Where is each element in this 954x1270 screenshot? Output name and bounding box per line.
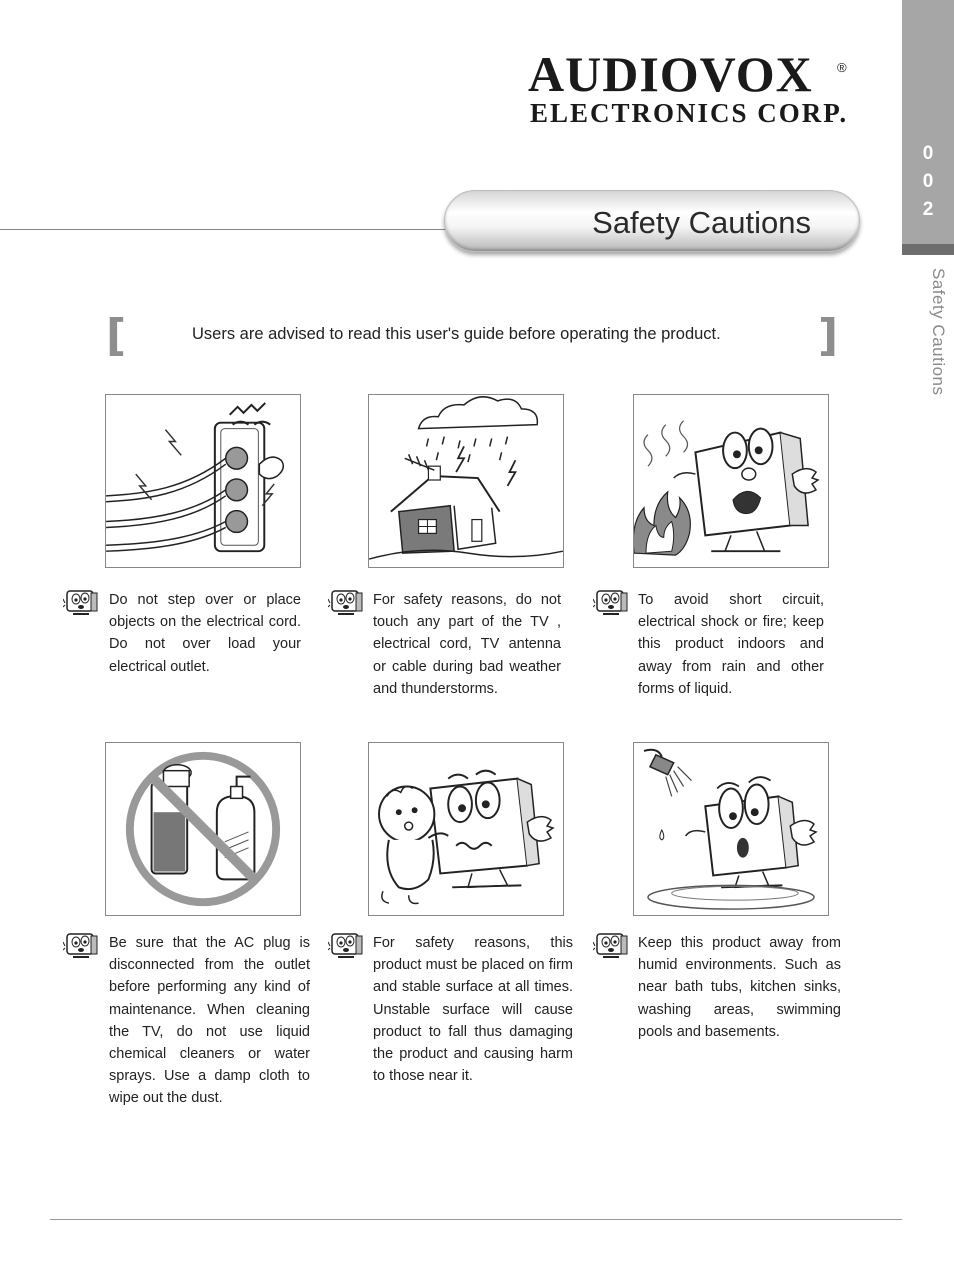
audiovox-logo — [528, 46, 858, 128]
caution-face-icon — [328, 585, 364, 619]
caution-face-icon — [63, 928, 99, 962]
caution-text: For safety reasons, this product must be placed on firm and stable surface at all times. Unstable surface will cause product to fall thus damaging the product and causing harm to those near it. — [373, 935, 573, 1085]
caution-face-icon — [328, 928, 364, 962]
unstable-tv-baby-illustration — [368, 742, 564, 916]
caution-text: To avoid short circuit, electrical shock or fire; keep this product indoors and away from rain and other forms of liquid. — [638, 592, 824, 697]
tv-fire-illustration — [633, 394, 829, 568]
side-section-label: Safety Cautions — [929, 268, 948, 396]
page-title: Safety Cautions — [592, 205, 811, 240]
open-bracket: [ — [106, 310, 127, 361]
caution-text: Be sure that the AC plug is disconnected from the outlet before performing any kind of maintenance. When cleaning the TV, do not use liquid chemical cleaners or water sprays. Use a damp cloth to wipe out the dust. — [109, 935, 310, 1107]
caution-face-icon — [63, 585, 99, 619]
footer-divider — [50, 1219, 902, 1220]
page-digit: 2 — [922, 199, 934, 220]
thunderstorm-house-illustration — [368, 394, 564, 568]
tv-humid-shower-illustration — [633, 742, 829, 916]
side-tab-accent — [902, 244, 954, 255]
section-title-banner — [444, 190, 860, 252]
no-liquid-cleaners-illustration — [105, 742, 301, 916]
caution-text: Keep this product away from humid environments. Such as near bath tubs, kitchen sinks, washing areas, swimming pools and basements. — [638, 935, 841, 1040]
caution-text: For safety reasons, do not touch any part of the TV , electrical cord, TV antenna or cable during bad weather and thunderstorms. — [373, 592, 561, 697]
logo-brand: AUDIOVOX — [528, 46, 813, 102]
caution-face-icon — [593, 928, 629, 962]
header-divider — [0, 229, 446, 230]
caution-text: Do not step over or place objects on the electrical cord. Do not over load your electrical outlet. — [109, 592, 301, 675]
page-digit: 0 — [922, 143, 934, 164]
overloaded-outlet-illustration — [105, 394, 301, 568]
registered-mark: ® — [837, 60, 847, 75]
intro-text: Users are advised to read this user's guide before operating the product. — [192, 325, 721, 343]
logo-subtitle: ELECTRONICS CORP. — [530, 98, 849, 128]
caution-face-icon — [593, 585, 629, 619]
page-digit: 0 — [922, 171, 934, 192]
page-number — [902, 140, 954, 224]
close-bracket: ] — [818, 310, 839, 361]
